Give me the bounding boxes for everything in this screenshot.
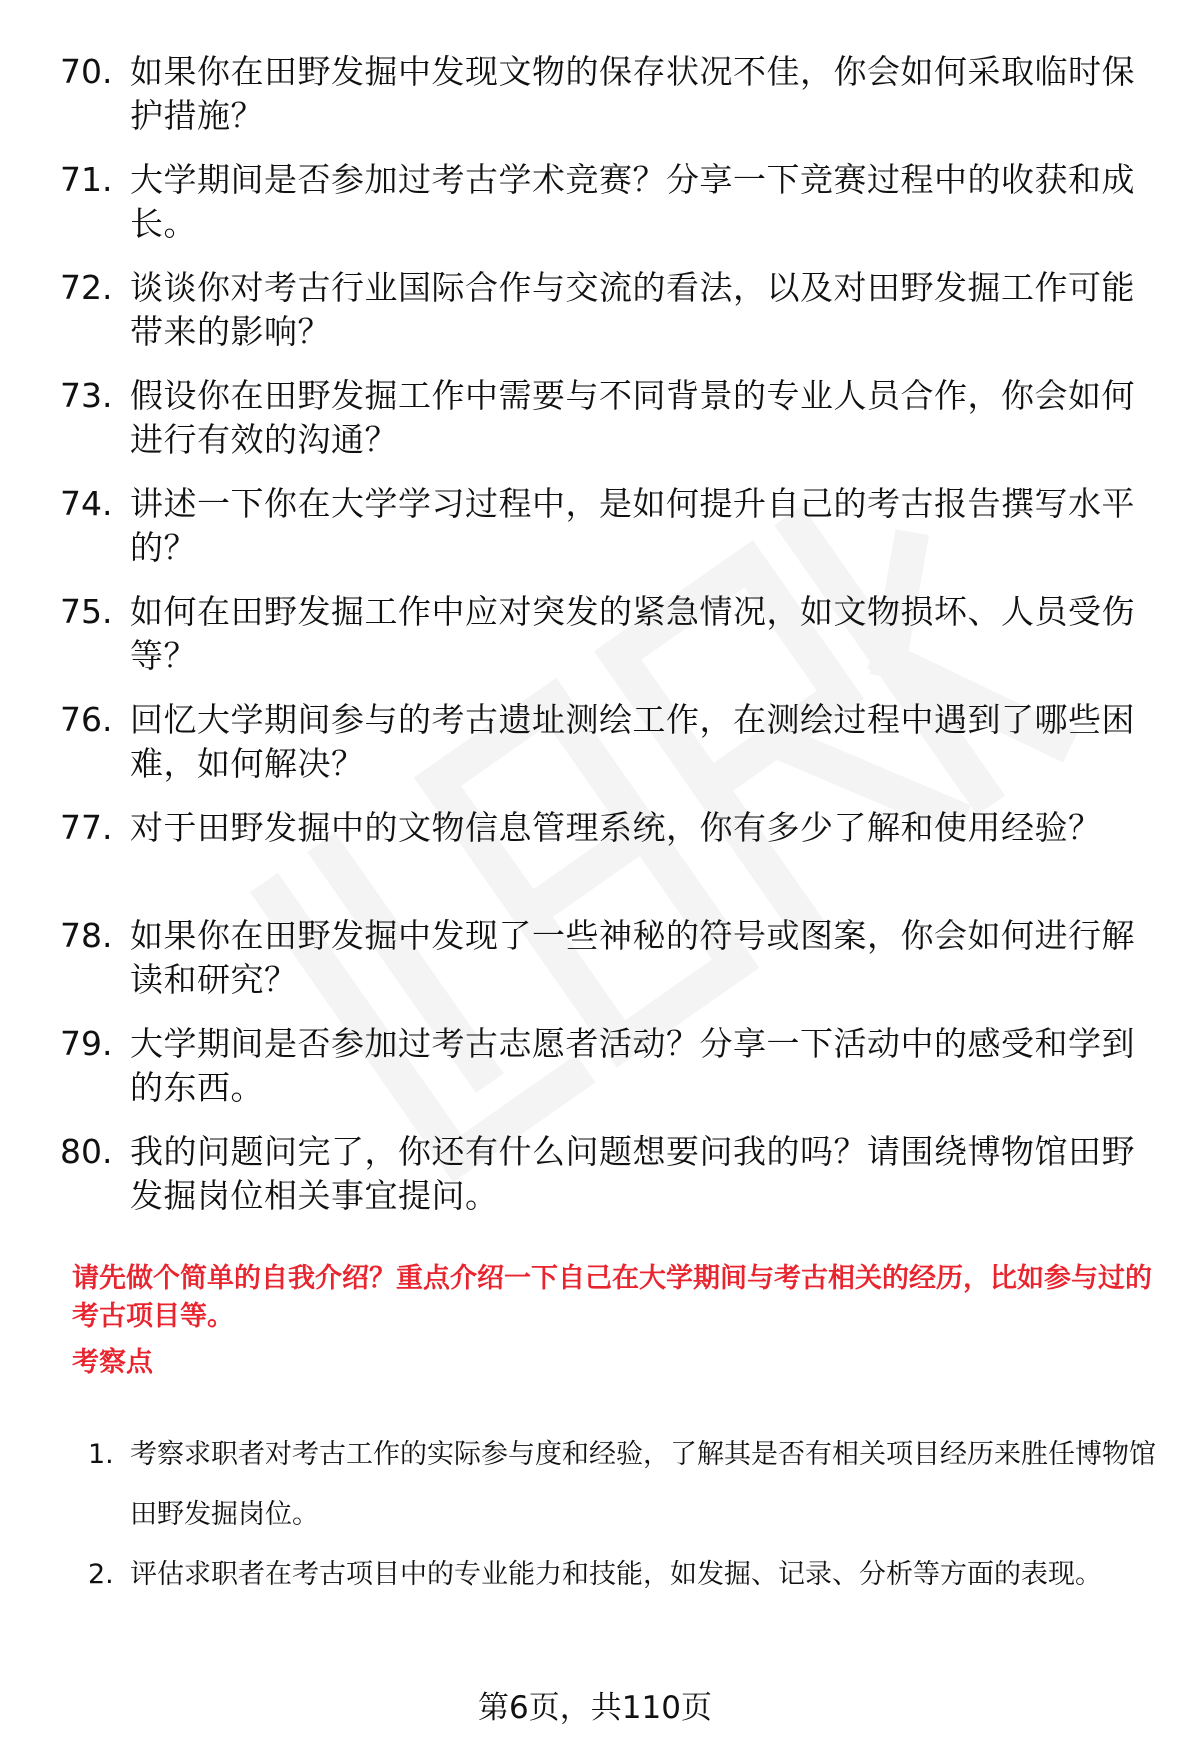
question-number: 72. (60, 268, 113, 307)
question-text: 大学期间是否参加过考古学术竞赛？分享一下竞赛过程中的收获和成长。 (130, 160, 1135, 243)
question-number: 71. (60, 160, 113, 199)
question-number: 77. (60, 808, 113, 847)
question-item (60, 590, 1150, 678)
question-text: 如果你在田野发掘中发现文物的保存状况不佳，你会如何采取临时保护措施？ (130, 52, 1135, 135)
question-number: 74. (60, 484, 113, 523)
question-number: 76. (60, 700, 113, 739)
question-number: 75. (60, 592, 113, 631)
question-item (60, 374, 1150, 462)
question-item (60, 698, 1150, 786)
assessment-point-text: 考察求职者对考古工作的实际参与度和经验，了解其是否有相关项目经历来胜任博物馆田野发掘岗位。 (130, 1439, 1156, 1530)
assessment-point-number: 1. (88, 1439, 114, 1470)
assessment-point (88, 1545, 1158, 1605)
question-text: 如何在田野发掘工作中应对突发的紧急情况，如文物损坏、人员受伤等？ (130, 592, 1135, 675)
question-text: 讲述一下你在大学学习过程中，是如何提升自己的考古报告撰写水平的？ (130, 484, 1135, 567)
question-text: 谈谈你对考古行业国际合作与交流的看法，以及对田野发掘工作可能带来的影响？ (130, 268, 1135, 351)
question-number: 70. (60, 52, 113, 91)
highlight-question: 请先做个简单的自我介绍？重点介绍一下自己在大学期间与考古相关的经历，比如参与过的考古项目等。 (72, 1263, 1152, 1332)
question-text: 假设你在田野发掘工作中需要与不同背景的专业人员合作，你会如何进行有效的沟通？ (130, 376, 1135, 459)
question-item (60, 1022, 1150, 1110)
question-item (60, 1130, 1150, 1218)
question-text: 对于田野发掘中的文物信息管理系统，你有多少了解和使用经验？ (130, 808, 1102, 847)
question-number: 73. (60, 376, 113, 415)
question-item (60, 266, 1150, 354)
section-heading: 考察点 (72, 1347, 153, 1378)
question-number: 80. (60, 1132, 113, 1171)
assessment-points-list (88, 1425, 1158, 1605)
question-list (60, 50, 1150, 1238)
question-number: 78. (60, 916, 113, 955)
assessment-point-text: 评估求职者在考古项目中的专业能力和技能，如发掘、记录、分析等方面的表现。 (130, 1559, 1102, 1590)
assessment-point-number: 2. (88, 1559, 114, 1590)
question-item (60, 806, 1150, 894)
question-text: 回忆大学期间参与的考古遗址测绘工作，在测绘过程中遇到了哪些困难，如何解决？ (130, 700, 1135, 783)
question-text: 如果你在田野发掘中发现了一些神秘的符号或图案，你会如何进行解读和研究？ (130, 916, 1135, 999)
question-item (60, 50, 1150, 138)
question-item (60, 914, 1150, 1002)
assessment-point (88, 1425, 1158, 1545)
question-item (60, 482, 1150, 570)
question-item (60, 158, 1150, 246)
question-number: 79. (60, 1024, 113, 1063)
page-footer: 第6页，共110页 (478, 1690, 712, 1726)
question-text: 我的问题问完了，你还有什么问题想要问我的吗？请围绕博物馆田野发掘岗位相关事宜提问。 (130, 1132, 1135, 1215)
question-text: 大学期间是否参加过考古志愿者活动？分享一下活动中的感受和学到的东西。 (130, 1024, 1135, 1107)
